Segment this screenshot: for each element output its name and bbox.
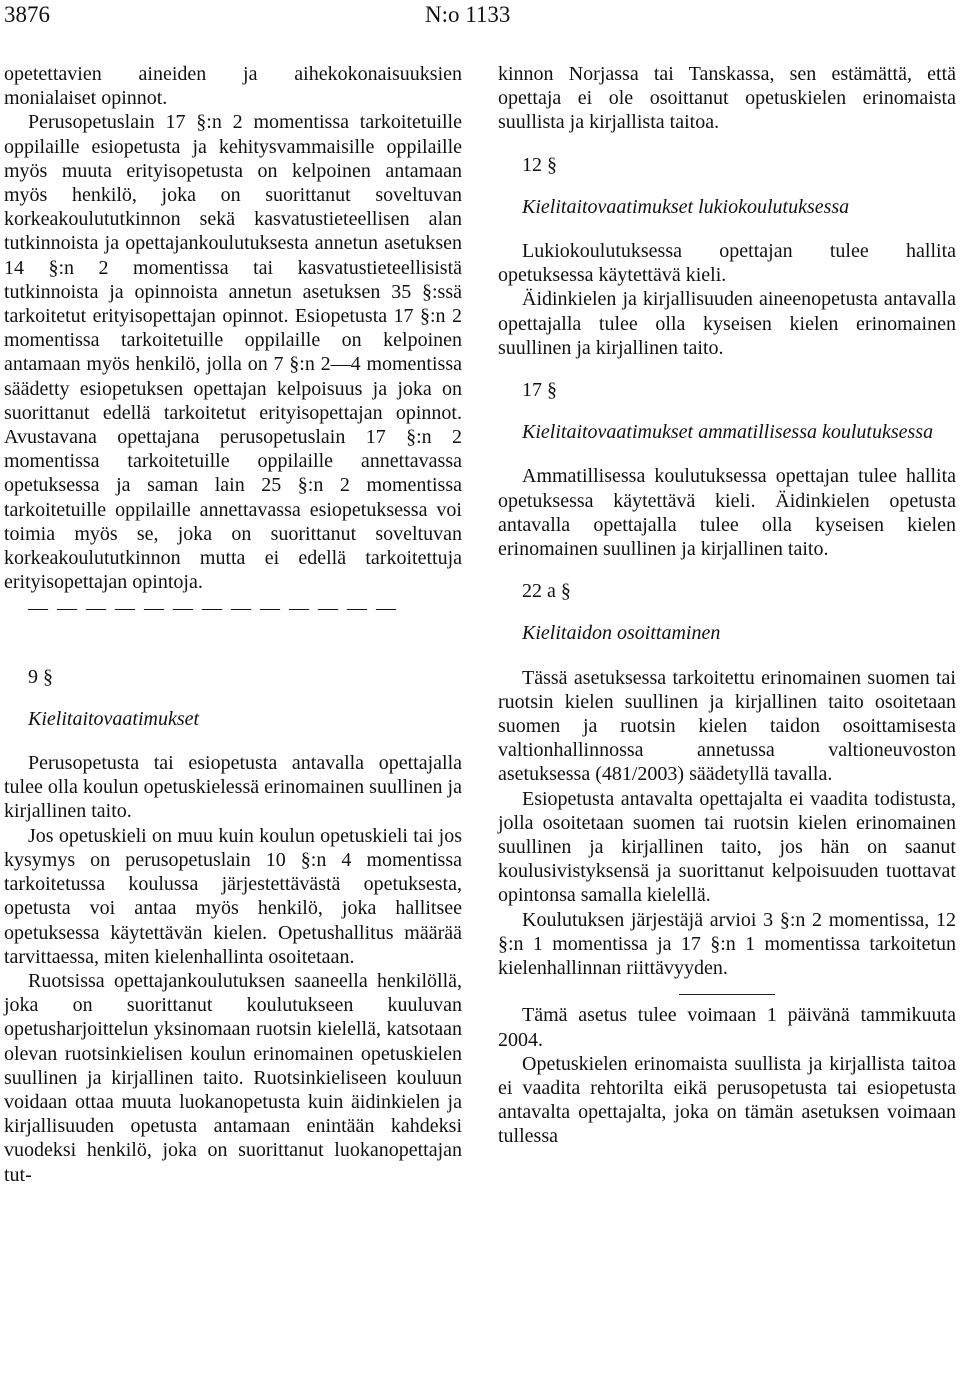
paragraph: Koulutuksen järjestäjä arvioi 3 §:n 2 momentissa, 12 §:n 1 momentissa ja 17 §:n 1 momentissa tarkoitetun kielenhallinnan riittävyyden.	[498, 908, 956, 980]
divider-rule	[679, 994, 775, 995]
section-heading-22a: Kielitaidon osoittaminen	[522, 622, 721, 645]
page-number: 3876	[4, 2, 50, 27]
paragraph: Tämä asetus tulee voimaan 1 päivänä tammikuuta 2004.	[498, 1004, 956, 1051]
paragraph: opetettavien aineiden ja aihekokonaisuuksien monialaiset opinnot.	[4, 63, 462, 110]
page-header	[0, 0, 960, 34]
section-number-12: 12 §	[522, 153, 557, 176]
section-number-17: 17 §	[522, 379, 557, 402]
section-number-9: 9 §	[28, 665, 53, 688]
omission-dashes: — — — — — — — — — — — — —	[28, 597, 398, 620]
paragraph: Ammatillisessa koulutuksessa opettajan tulee hallita opetuksessa käytettävä kieli. Äidinkielen opetusta antavalla opettajalla tulee olla kyseisen kielen erinomainen suullinen ja kirjallinen taito.	[498, 465, 956, 561]
section-heading-17: Kielitaitovaatimukset ammatillisessa koulutuksessa	[522, 421, 934, 444]
right-column	[498, 62, 956, 1149]
paragraph: Äidinkielen ja kirjallisuuden aineenopetusta antavalla opettajalla tulee olla kyseisen kielen erinomainen suullinen ja kirjallinen taito.	[498, 288, 956, 359]
paragraph: Perusopetuslain 17 §:n 2 momentissa tarkoitetuille oppilaille esiopetusta ja kehitysvammaisille oppilaille myös muuta erityisopetusta on kelpoinen antamaan myös henkilö, joka on suorittanut soveltuvan korkeakoulututkinnon sekä kasvatustieteellisen alan tutkinnoista ja opettajankoulutuksesta annetun asetuksen 14 §:n 2 momentissa tai kasvatustieteellisistä tutkinnoista ja opinnoista annetun asetuksen 35 §:ssä tarkoitetut erityisopettajan opinnot. Esiopetusta 17 §:n 2 momentissa tarkoitetuille oppilaille on kelpoinen antamaan myös henkilö, jolla on 7 §:n 2—4 momentissa säädetty esiopetuksen opettajan kelpoisuus ja joka on suorittanut edellä tarkoitetut erityisopettajan opinnot. Avustavana opettajana perusopetuslain 17 §:n 2 momentissa tarkoitetuille oppilaille annettavassa opetuksessa ja saman lain 25 §:n 2 momentissa tarkoitetuille oppilaille annettavassa esiopetuksessa voi toimia myös se, joka on suorittanut soveltuvan korkeakoulututkinnon mutta ei edellä tarkoitettuja erityisopettajan opintoja.	[4, 111, 462, 594]
paragraph: Esiopetusta antavalta opettajalta ei vaadita todistusta, jolla osoitetaan suomen tai ruotsin kielen erinomainen suullinen ja kirjallinen taito, jos hän on saanut koulusivistyksensä ja suorittanut kelpoisuuden tuottavat opintonsa samalla kielellä.	[498, 787, 956, 907]
section-heading-12: Kielitaitovaatimukset lukiokoulutuksessa	[522, 195, 850, 218]
paragraph: Jos opetuskieli on muu kuin koulun opetuskieli tai jos kysymys on perusopetuslain 10 §:n 4 momentissa tarkoitetussa koulussa järjestettävästä opetuksesta, opetusta voi antaa myös henkilö, joka hallitsee opetuksessa käytettävän kielen. Opetushallitus määrää tarvittaessa, miten kielenhallinta osoitetaan.	[4, 824, 462, 968]
paragraph: Ruotsissa opettajankoulutuksen saaneella henkilöllä, joka on suorittanut koulutukseen kuuluvan opetusharjoittelun yksinomaan ruotsin kielellä, katsotaan olevan ruotsinkielisen koulun erinomainen opetuskielen suullinen ja kirjallinen taito. Ruotsinkieliseen kouluun voidaan ottaa muuta luokanopetusta kuin äidinkielen ja kirjallisuuden opetusta antamaan enintään kahdeksi vuodeksi henkilö, joka on suorittanut luokanopettajan tut-	[4, 969, 462, 1186]
paragraph: Tässä asetuksessa tarkoitettu erinomainen suomen tai ruotsin kielen suullinen ja kirjallinen taito osoitetaan suomen ja ruotsin kielen taidon osoittamisesta valtionhallinnossa annetussa valtioneuvoston asetuksessa (481/2003) säädetyllä tavalla.	[498, 666, 956, 786]
paragraph: kinnon Norjassa tai Tanskassa, sen estämättä, että opettaja ei ole osoittanut opetuskielen erinomaista suullista ja kirjallista taitoa.	[498, 63, 956, 134]
left-column	[4, 62, 462, 1187]
paragraph: Opetuskielen erinomaista suullista ja kirjallista taitoa ei vaadita rehtorilta eikä perusopetusta tai esiopetusta antavalta opettajalta, joka on tämän asetuksen voimaan tullessa	[498, 1052, 956, 1148]
section-number-22a: 22 a §	[522, 580, 571, 603]
paragraph: Lukiokoulutuksessa opettajan tulee hallita opetuksessa käytettävä kieli.	[498, 240, 956, 287]
issue-number: N:o 1133	[425, 2, 511, 27]
paragraph: Perusopetusta tai esiopetusta antavalla opettajalla tulee olla koulun opetuskielessä erinomainen suullinen ja kirjallinen taito.	[4, 752, 462, 823]
section-heading-9: Kielitaitovaatimukset	[28, 707, 200, 730]
